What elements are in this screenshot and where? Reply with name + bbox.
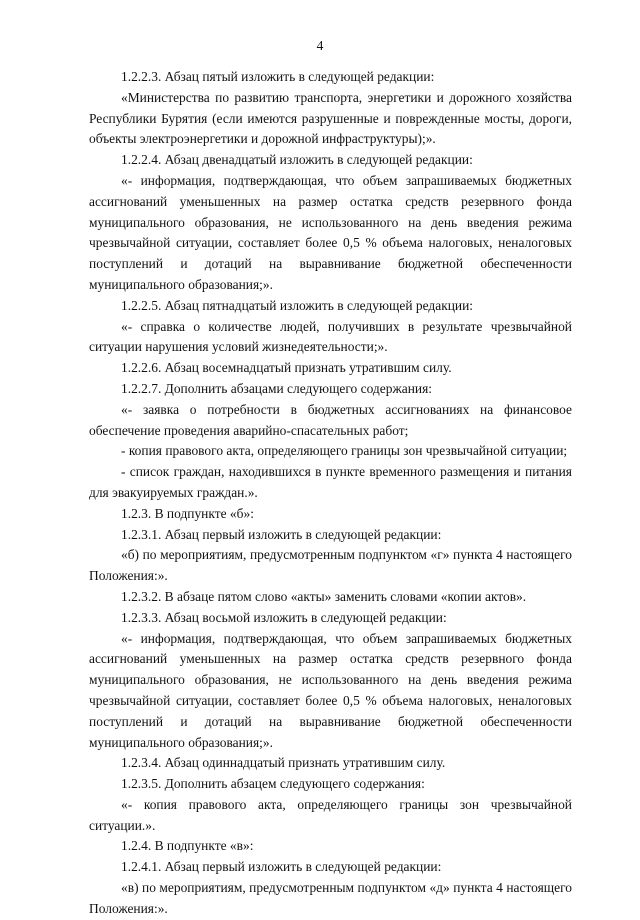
paragraph-1-2-3-5: 1.2.3.5. Дополнить абзацем следующего содержания: — [121, 776, 425, 792]
paragraph-budget-info-quote: «- информация, подтверждающая, что объем запрашиваемых бюджетных ассигнований уменьшенных на размер остатка средств резервного фонда муниципального образования, не использованного на день введения режима чрезвычайной ситуации, составляет более 0,5 % объема налоговых, неналоговых поступлений и дотаций на выравнивание бюджетной обеспеченности муниципального образования;». — [89, 172, 576, 292]
paragraph-subpoint-b-quote: «б) по мероприятиям, предусмотренным подпунктом «г» пункта 4 настоящего Положения:». — [89, 547, 576, 584]
paragraph-application-quote: «- заявка о потребности в бюджетных ассигнованиях на финансовое обеспечение проведения аварийно-спасательных работ; — [89, 401, 576, 438]
paragraph-1-2-4-1: 1.2.4.1. Абзац первый изложить в следующей редакции: — [121, 859, 442, 875]
paragraph-1-2-3-3: 1.2.3.3. Абзац восьмой изложить в следующей редакции: — [121, 609, 447, 625]
page-number: 4 — [316, 38, 324, 53]
paragraph-1-2-2-3: 1.2.2.3. Абзац пятый изложить в следующей редакции: — [121, 69, 435, 84]
paragraph-legal-act-copy: - копия правового акта, определяющего границы зон чрезвычайной ситуации; — [121, 443, 568, 459]
paragraph-citizens-list: - список граждан, находившихся в пункте временного размещения и питания для эвакуируемых граждан.». — [89, 464, 576, 500]
paragraph-1-2-3-2: 1.2.3.2. В абзаце пятом слово «акты» заменить словами «копии актов». — [121, 588, 527, 604]
paragraph-1-2-4: 1.2.4. В подпункте «в»: — [121, 838, 254, 854]
paragraph-1-2-3: 1.2.3. В подпункте «б»: — [121, 505, 254, 521]
paragraph-subpoint-v-quote: «в) по мероприятиям, предусмотренным подпунктом «д» пункта 4 настоящего Положения:». — [89, 880, 576, 916]
paragraph-people-count-quote: «- справка о количестве людей, получивших в результате чрезвычайной ситуации нарушения условий жизнедеятельности;». — [89, 318, 576, 355]
paragraph-1-2-2-5: 1.2.2.5. Абзац пятнадцатый изложить в следующей редакции: — [121, 297, 474, 313]
paragraph-1-2-2-4: 1.2.2.4. Абзац двенадцатый изложить в следующей редакции: — [121, 152, 473, 168]
paragraph-1-2-2-7: 1.2.2.7. Дополнить абзацами следующего содержания: — [121, 380, 432, 396]
document-body — [89, 67, 576, 920]
paragraph-budget-info-quote-2: «- информация, подтверждающая, что объем запрашиваемых бюджетных ассигнований уменьшенных на размер остатка средств резервного фонда муниципального образования, не использованного на день введения режима чрезвычайной ситуации, составляет более 0,5 % объема налоговых, неналоговых поступлений и дотаций на выравнивание бюджетной обеспеченности муниципального образования;». — [89, 630, 576, 750]
paragraph-1-2-2-6: 1.2.2.6. Абзац восемнадцатый признать утратившим силу. — [121, 360, 452, 376]
paragraph-1-2-3-1: 1.2.3.1. Абзац первый изложить в следующей редакции: — [121, 526, 442, 542]
paragraph-1-2-3-4: 1.2.3.4. Абзац одиннадцатый признать утратившим силу. — [121, 755, 446, 771]
paragraph-ministry-quote: «Министерства по развитию транспорта, энергетики и дорожного хозяйства Республики Бурятия (если имеются разрушенные и поврежденные мосты, дороги, объекты электроэнергетики и дорожной инфраструктуры);». — [89, 89, 576, 147]
paragraph-legal-act-copy-2: «- копия правового акта, определяющего границы зон чрезвычайной ситуации.». — [89, 796, 576, 833]
